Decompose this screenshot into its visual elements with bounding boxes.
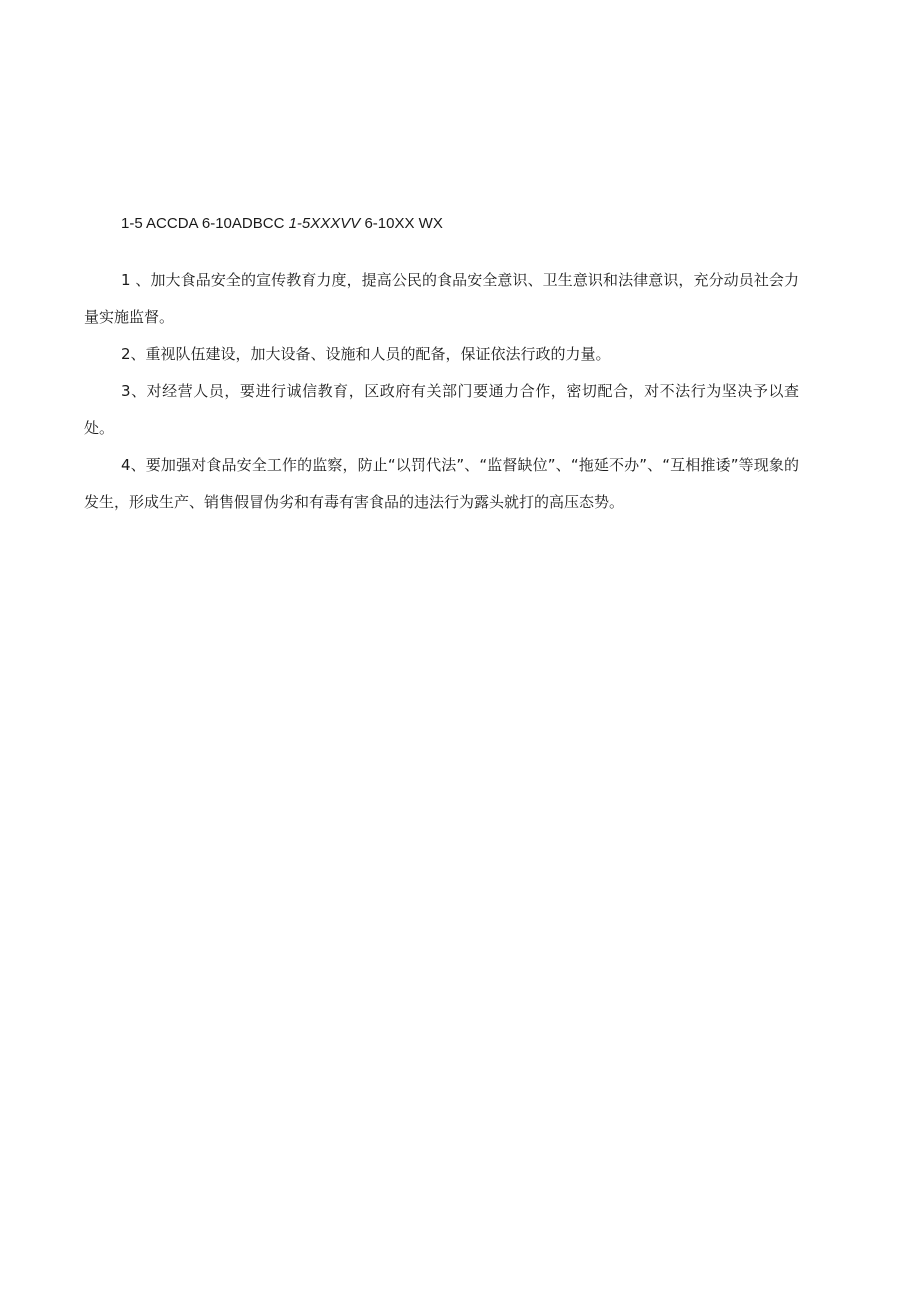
paragraph-2: 2、重视队伍建设，加大设备、设施和人员的配备，保证依法行政的力量。 bbox=[121, 345, 611, 363]
answer-key-part3: 6-10XX WX bbox=[360, 215, 443, 232]
paragraph-1: 1 、加大食品安全的宣传教育力度，提高公民的食品安全意识、卫生意识和法律意识，充分动员社会力量实施监督。 bbox=[84, 271, 799, 326]
answer-key-part2: 1-5XXXVV bbox=[288, 215, 361, 232]
body-text bbox=[84, 262, 799, 521]
paragraph-3: 3、对经营人员，要进行诚信教育，区政府有关部门要通力合作，密切配合，对不法行为坚决予以查处。 bbox=[84, 382, 799, 437]
paragraph-4: 4、要加强对食品安全工作的监察，防止“以罚代法”、“监督缺位”、“拖延不办”、“互相推诿”等现象的发生，形成生产、销售假冒伪劣和有毒有害食品的违法行为露头就打的高压态势。 bbox=[84, 456, 799, 511]
answer-key-part1: 1-5 ACCDA 6-10ADBCC bbox=[121, 215, 289, 232]
answer-key-line bbox=[121, 213, 443, 235]
